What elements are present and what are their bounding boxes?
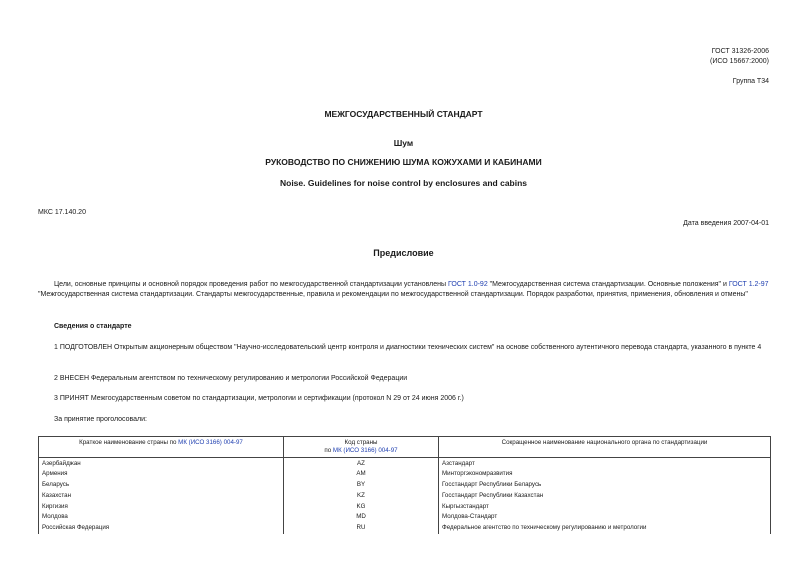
- document-number: ГОСТ 31326-2006: [711, 48, 769, 55]
- national-body: Минторгэкономразвития: [439, 469, 771, 480]
- national-body: Госстандарт Республики Беларусь: [439, 480, 771, 491]
- national-body: Госстандарт Республики Казахстан: [439, 490, 771, 501]
- voting-countries-table: [38, 436, 771, 534]
- table-row: [39, 512, 771, 523]
- country-code: RU: [284, 523, 439, 534]
- national-body: Молдова-Стандарт: [439, 512, 771, 523]
- table-header-row: [39, 437, 771, 458]
- subject-heading: Шум: [393, 138, 414, 148]
- foreword-text-b: "Межгосударственная система стандартизации. Основные положения" и: [487, 281, 729, 288]
- country-code: KG: [284, 501, 439, 512]
- header-code-text: Код страны: [344, 439, 378, 446]
- header-country-name: [39, 437, 284, 458]
- mk-iso-3166-code-link[interactable]: МК (ИСО 3166) 004-97: [332, 447, 398, 454]
- mks-code: МКС 17.140.20: [38, 209, 86, 216]
- header-country-text: Краткое наименование страны по: [79, 439, 179, 446]
- title-english: Noise. Guidelines for noise control by enclosures and cabins: [279, 178, 528, 188]
- foreword-text-c: "Межгосударственная система стандартизации. Стандарты межгосударственные, правила и рекомендации по межгосударственной стандартизации. Порядок разработки, принятия, применения, обновления и отмены": [38, 291, 748, 298]
- national-body: Азстандарт: [439, 458, 771, 469]
- iso-reference: (ИСО 15667:2000): [710, 58, 769, 65]
- gost-1-2-97-link[interactable]: ГОСТ 1.2-97: [728, 281, 769, 288]
- table-row: [39, 480, 771, 491]
- country-name: Армения: [39, 469, 284, 480]
- mk-iso-3166-link[interactable]: МК (ИСО 3166) 004-97: [178, 439, 243, 446]
- country-code: AZ: [284, 458, 439, 469]
- item-adopted: 3 ПРИНЯТ Межгосударственным советом по стандартизации, метрологии и сертификации (протокол N 29 от 24 июня 2006 г.): [54, 395, 464, 402]
- standard-type-heading: МЕЖГОСУДАРСТВЕННЫЙ СТАНДАРТ: [324, 109, 483, 119]
- country-code: BY: [284, 480, 439, 491]
- table-row: [39, 523, 771, 534]
- country-code: KZ: [284, 490, 439, 501]
- header-code-prefix: по: [324, 447, 333, 454]
- national-body: Федеральное агентство по техническому регулированию и метрологии: [439, 523, 771, 534]
- introduction-date: Дата введения 2007-04-01: [683, 220, 769, 227]
- table-row: [39, 469, 771, 480]
- country-name: Российская Федерация: [39, 523, 284, 534]
- voted-for-label: За принятие проголосовали:: [54, 416, 147, 423]
- country-name: Киргизия: [39, 501, 284, 512]
- country-code: MD: [284, 512, 439, 523]
- gost-1-0-92-link[interactable]: ГОСТ 1.0-92: [447, 281, 488, 288]
- header-national-body: Сокращенное наименование национального органа по стандартизации: [439, 437, 771, 458]
- foreword-paragraph: [38, 280, 770, 300]
- country-name: Молдова: [39, 512, 284, 523]
- national-body: Кыргызстандарт: [439, 501, 771, 512]
- group-code: Группа Т34: [732, 78, 769, 85]
- country-name: Беларусь: [39, 480, 284, 491]
- country-name: Азербайджан: [39, 458, 284, 469]
- item-prepared: 1 ПОДГОТОВЛЕН Открытым акционерным обществом "Научно-исследовательский центр контроля и диагностики технических систем" на основе собственного аутентичного перевода стандарта, указанного в пункте 4: [54, 344, 762, 351]
- item-submitted: 2 ВНЕСЕН Федеральным агентством по техническому регулированию и метрологии Российской Федерации: [54, 375, 408, 382]
- table-row: [39, 458, 771, 469]
- country-code: AM: [284, 469, 439, 480]
- foreword-text-a: Цели, основные принципы и основной порядок проведения работ по межгосударственной стандартизации установлены: [54, 281, 448, 288]
- standard-info-heading: Сведения о стандарте: [54, 323, 132, 330]
- country-name: Казахстан: [39, 490, 284, 501]
- foreword-heading: Предисловие: [373, 248, 434, 258]
- header-country-code: [284, 437, 439, 458]
- table-row: [39, 490, 771, 501]
- table-row: [39, 501, 771, 512]
- title-russian: РУКОВОДСТВО ПО СНИЖЕНИЮ ШУМА КОЖУХАМИ И КАБИНАМИ: [265, 157, 542, 167]
